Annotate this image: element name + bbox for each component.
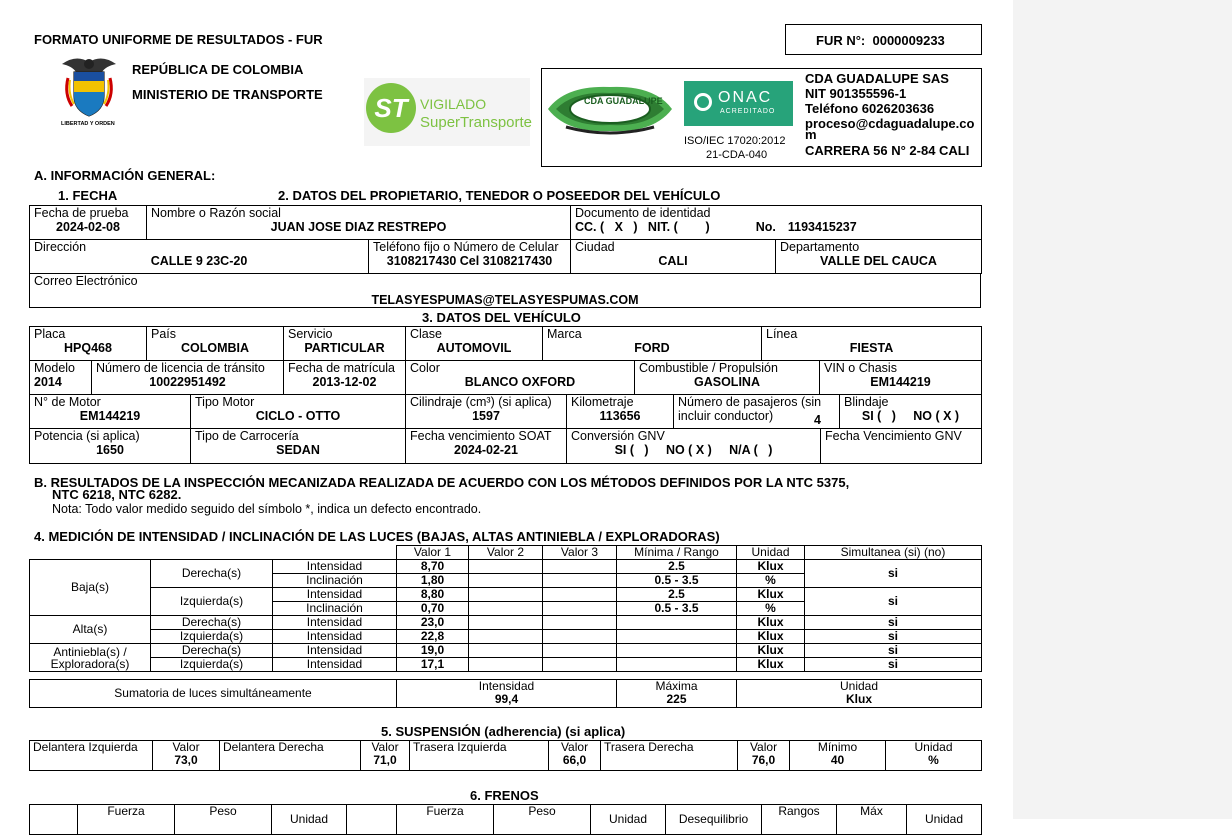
document-title: FORMATO UNIFORME DE RESULTADOS - FUR <box>34 32 323 47</box>
combustible-cell: Combustible / Propulsión GASOLINA <box>635 361 820 395</box>
baja-izquierda-label: Izquierda(s) <box>151 588 273 616</box>
vin-cell: VIN o Chasis EM144219 <box>820 361 982 395</box>
brakes-col-unidad-3: Unidad <box>907 805 982 835</box>
matricula-cell: Fecha de matrícula 2013-12-02 <box>284 361 406 395</box>
alta-derecha-label: Derecha(s) <box>151 616 273 630</box>
clase-cell: Clase AUTOMOVIL <box>406 327 543 361</box>
row-unidad: Klux <box>737 616 805 630</box>
brakes-col-peso: Peso <box>175 805 272 835</box>
row-medida: Intensidad <box>273 658 397 672</box>
row-medida: Intensidad <box>273 588 397 602</box>
brakes-col-unidad-2: Unidad <box>591 805 666 835</box>
row-unidad: Klux <box>737 630 805 644</box>
brakes-col-fuerza-2: Fuerza <box>397 805 494 835</box>
ministry-name: MINISTERIO DE TRANSPORTE <box>132 87 323 102</box>
cda-guadalupe-logo-icon <box>546 83 674 135</box>
kilometraje-cell: Kilometraje 113656 <box>567 395 674 429</box>
row-sim: si <box>805 644 982 658</box>
row-min: 2.5 <box>617 588 737 602</box>
lights-sum-table <box>29 679 982 708</box>
brakes-col-desequilibrio: Desequilibrio <box>666 805 762 835</box>
nombre-cell: Nombre o Razón social JUAN JOSE DIAZ RESTREPO <box>147 206 571 240</box>
gnv-cell: Conversión GNV SI ( ) NO ( X ) N/A ( ) <box>567 429 821 464</box>
linea-cell: Línea FIESTA <box>762 327 982 361</box>
shield-caption: LIBERTAD Y ORDEN <box>61 121 115 127</box>
onac-brand: ONAC <box>718 89 773 106</box>
row-v1: 1,80 <box>397 574 469 588</box>
row-medida: Intensidad <box>273 616 397 630</box>
brakes-table <box>29 804 982 835</box>
row-unidad: Klux <box>737 588 805 602</box>
cda-logo-text: CDA GUADALUPE <box>584 96 663 106</box>
suspension-title: 5. SUSPENSIÓN (adherencia) (si aplica) <box>381 724 626 739</box>
row-min: 2.5 <box>617 560 737 574</box>
sum-intensity-cell: Intensidad 99,4 <box>397 680 617 708</box>
placa-cell: Placa HPQ468 <box>30 327 147 361</box>
brakes-title: 6. FRENOS <box>470 788 539 803</box>
vehicle-row-2 <box>29 360 982 395</box>
company-contact <box>805 71 974 158</box>
telefono-cell: Teléfono fijo o Número de Celular 3108217430 Cel 3108217430 <box>369 240 571 274</box>
alta-label: Alta(s) <box>30 616 151 644</box>
susp-dd-value: Valor 71,0 <box>361 741 410 771</box>
col-minima: Mínima / Rango <box>617 546 737 560</box>
row-medida: Intensidad <box>273 560 397 574</box>
fecha-title: 1. FECHA <box>58 188 118 203</box>
potencia-cell: Potencia (si aplica) 1650 <box>30 429 191 464</box>
row-unidad: % <box>737 574 805 588</box>
viewer-background <box>1013 0 1232 819</box>
owner-title: 2. DATOS DEL PROPIETARIO, TENEDOR O POSEEDOR DEL VEHÍCULO <box>278 188 721 203</box>
supertransporte-label: SuperTransporte <box>420 114 533 131</box>
company-email: proceso@cdaguadalupe.co <box>805 116 975 131</box>
marca-cell: Marca FORD <box>543 327 762 361</box>
ciudad-cell: Ciudad CALI <box>571 240 776 274</box>
republic-name: REPÚBLICA DE COLOMBIA <box>132 62 304 77</box>
cda-code: 21-CDA-040 <box>706 149 768 161</box>
supertransporte-logo <box>364 78 533 146</box>
row-medida: Inclinación <box>273 602 397 616</box>
sum-label: Sumatoria de luces simultáneamente <box>30 680 397 708</box>
address-table <box>29 239 982 274</box>
sum-unit-cell: Unidad Klux <box>737 680 982 708</box>
lights-title: 4. MEDICIÓN DE INTENSIDAD / INCLINACIÓN DE LAS LUCES (BAJAS, ALTAS ANTINIEBLA / EXPLORADORAS) <box>34 529 720 544</box>
onac-badge <box>684 81 793 126</box>
cilindraje-cell: Cilindraje (cm³) (si aplica) 1597 <box>406 395 567 429</box>
row-v1: 23,0 <box>397 616 469 630</box>
col-valor2: Valor 2 <box>469 546 543 560</box>
company-name: CDA GUADALUPE SAS <box>805 71 949 86</box>
row-unidad: Klux <box>737 560 805 574</box>
antiniebla-label: Antiniebla(s) / Exploradora(s) <box>30 644 151 672</box>
col-valor3: Valor 3 <box>543 546 617 560</box>
supertransporte-mark-icon: ST <box>366 83 416 133</box>
row-v1: 19,0 <box>397 644 469 658</box>
owner-table <box>29 205 982 240</box>
baja-izquierda-sim: si <box>805 588 982 616</box>
alta-izquierda-label: Izquierda(s) <box>151 630 273 644</box>
pasajeros-cell: Número de pasajeros (sin incluir conductor) 4 <box>674 395 840 429</box>
row-v1: 8,80 <box>397 588 469 602</box>
company-address: CARRERA 56 N° 2-84 CALI <box>805 143 970 158</box>
row-medida: Intensidad <box>273 644 397 658</box>
servicio-cell: Servicio PARTICULAR <box>284 327 406 361</box>
fecha-prueba-cell: Fecha de prueba 2024-02-08 <box>30 206 147 240</box>
row-min: 0.5 - 3.5 <box>617 574 737 588</box>
row-v1: 8,70 <box>397 560 469 574</box>
tipo-motor-cell: Tipo Motor CICLO - OTTO <box>191 395 406 429</box>
susp-td-value: Valor 76,0 <box>738 741 790 771</box>
col-simultanea: Simultanea (si) (no) <box>805 546 982 560</box>
modelo-cell: Modelo 2014 <box>30 361 92 395</box>
fur-number-box <box>785 24 982 55</box>
row-min: 0.5 - 3.5 <box>617 602 737 616</box>
col-valor1: Valor 1 <box>397 546 469 560</box>
row-unidad: Klux <box>737 658 805 672</box>
baja-derecha-sim: si <box>805 560 982 588</box>
susp-unit: Unidad % <box>886 741 982 771</box>
motor-cell: N° de Motor EM144219 <box>30 395 191 429</box>
brakes-col-rangos: Rangos <box>762 805 837 835</box>
susp-ti-value: Valor 66,0 <box>549 741 601 771</box>
suspension-table <box>29 740 982 771</box>
row-v1: 17,1 <box>397 658 469 672</box>
iso-standard: ISO/IEC 17020:2012 <box>684 135 786 147</box>
section-a-title: A. INFORMACIÓN GENERAL: <box>34 168 216 183</box>
carroceria-cell: Tipo de Carrocería SEDAN <box>191 429 406 464</box>
direccion-cell: Dirección CALLE 9 23C-20 <box>30 240 369 274</box>
correo-cell: Correo Electrónico TELASYESPUMAS@TELASYESPUMAS.COM <box>30 274 981 308</box>
documento-cell: Documento de identidad CC. ( X ) NIT. ( ) No. 1193415237 <box>571 206 982 240</box>
vehicle-row-4 <box>29 428 982 464</box>
gnv-vencimiento-cell: Fecha Vencimiento GNV <box>821 429 982 464</box>
vehicle-title: 3. DATOS DEL VEHÍCULO <box>422 310 581 325</box>
sum-max-cell: Máxima 225 <box>617 680 737 708</box>
row-medida: Inclinación <box>273 574 397 588</box>
baja-derecha-label: Derecha(s) <box>151 560 273 588</box>
susp-min: Mínimo 40 <box>790 741 886 771</box>
cda-info-box <box>541 68 982 167</box>
onac-ring-icon <box>694 93 712 111</box>
row-v1: 22,8 <box>397 630 469 644</box>
col-unidad: Unidad <box>737 546 805 560</box>
row-unidad: Klux <box>737 644 805 658</box>
section-b-title: B. RESULTADOS DE LA INSPECCIÓN MECANIZADA REALIZADA DE ACUERDO CON LOS MÉTODOS DEFINIDOS POR LA NTC 5375, NTC 6218, NTC 6282. <box>34 475 850 502</box>
color-cell: Color BLANCO OXFORD <box>406 361 635 395</box>
vigilado-label: VIGILADO <box>420 96 487 112</box>
soat-cell: Fecha vencimiento SOAT 2024-02-21 <box>406 429 567 464</box>
pais-cell: País COLOMBIA <box>147 327 284 361</box>
brakes-col-fuerza: Fuerza <box>78 805 175 835</box>
blindaje-cell: Blindaje SI ( ) NO ( X ) <box>840 395 982 429</box>
baja-label: Baja(s) <box>30 560 151 616</box>
colombia-shield-icon <box>56 52 122 128</box>
susp-di-label: Delantera Izquierda <box>30 741 153 771</box>
lights-table <box>29 545 982 672</box>
section-b-note: Nota: Todo valor medido seguido del símbolo *, indica un defecto encontrado. <box>52 502 482 516</box>
fur-number: FUR N°: 0000009233 <box>816 33 945 48</box>
company-email-cont: m <box>805 127 817 142</box>
company-phone: Teléfono 6026203636 <box>805 101 935 116</box>
vehicle-row-1 <box>29 326 982 361</box>
antiniebla-izquierda-label: Izquierda(s) <box>151 658 273 672</box>
susp-di-value: Valor 73,0 <box>153 741 220 771</box>
antiniebla-derecha-label: Derecha(s) <box>151 644 273 658</box>
susp-td-label: Trasera Derecha <box>601 741 738 771</box>
row-unidad: % <box>737 602 805 616</box>
licencia-cell: Número de licencia de tránsito 10022951492 <box>92 361 284 395</box>
brakes-col-max: Máx <box>837 805 907 835</box>
susp-ti-label: Trasera Izquierda <box>410 741 549 771</box>
row-v1: 0,70 <box>397 602 469 616</box>
susp-dd-label: Delantera Derecha <box>220 741 361 771</box>
row-sim: si <box>805 630 982 644</box>
brakes-col-unidad: Unidad <box>272 805 347 835</box>
row-sim: si <box>805 658 982 672</box>
company-nit: NIT 901355596-1 <box>805 86 907 101</box>
brakes-col-peso-2: Peso <box>494 805 591 835</box>
row-medida: Intensidad <box>273 630 397 644</box>
email-table <box>29 273 981 308</box>
vehicle-row-3 <box>29 394 982 429</box>
departamento-cell: Departamento VALLE DEL CAUCA <box>776 240 982 274</box>
row-sim: si <box>805 616 982 630</box>
onac-sub: ACREDITADO <box>720 108 776 115</box>
